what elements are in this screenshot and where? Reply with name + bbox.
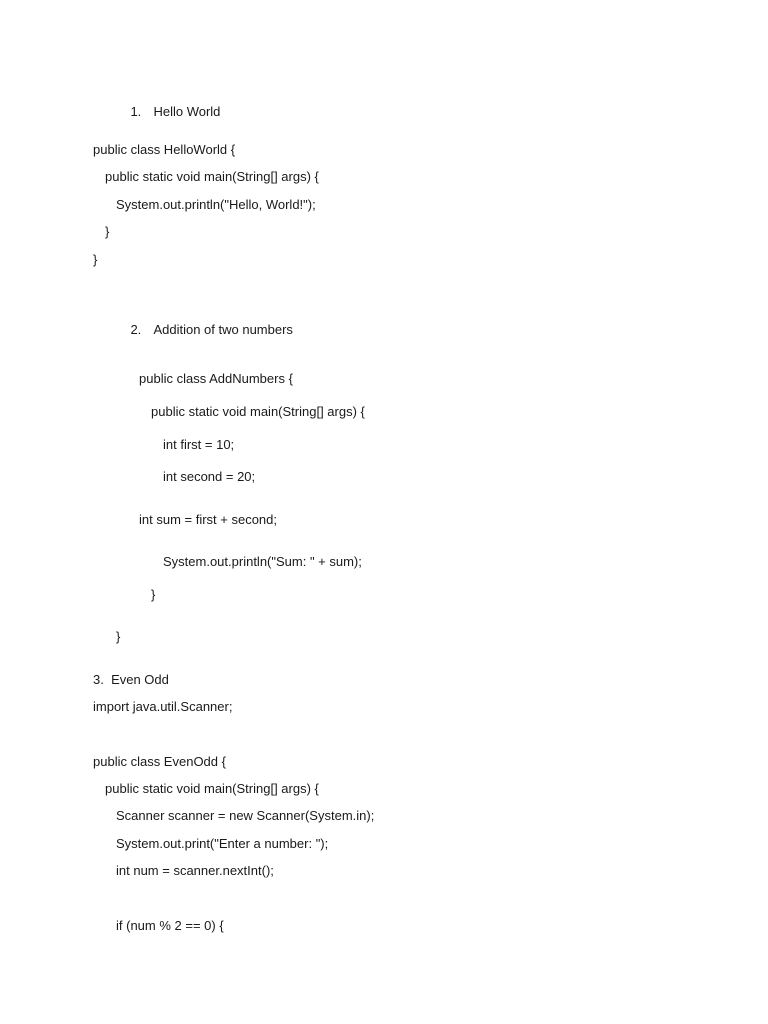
section-1-number: 1. (130, 104, 142, 119)
code-line: if (num % 2 == 0) { (116, 918, 224, 933)
section-2-number: 2. (130, 322, 142, 337)
section-1-heading (116, 88, 221, 119)
code-line: public static void main(String[] args) { (105, 781, 319, 796)
section-3-heading: 3. Even Odd (93, 672, 169, 687)
section-2-title: Addition of two numbers (153, 322, 293, 337)
code-line: public static void main(String[] args) { (105, 169, 319, 184)
code-line: } (116, 629, 121, 644)
code-line: public class AddNumbers { (139, 371, 293, 386)
code-line: System.out.println("Sum: " + sum); (163, 554, 362, 569)
code-line: Scanner scanner = new Scanner(System.in); (116, 808, 375, 823)
code-line: public static void main(String[] args) { (151, 404, 365, 419)
code-line: } (93, 252, 98, 267)
code-line: } (105, 224, 110, 239)
code-line: System.out.println("Hello, World!"); (116, 197, 316, 212)
code-line: import java.util.Scanner; (93, 699, 233, 714)
section-1-title: Hello World (153, 104, 221, 119)
section-2-heading (116, 306, 293, 337)
code-line: } (151, 587, 156, 602)
code-line: int second = 20; (163, 469, 256, 484)
code-line: int sum = first + second; (139, 512, 278, 527)
code-line: public class HelloWorld { (93, 142, 236, 157)
code-line: int first = 10; (163, 437, 235, 452)
code-line: public class EvenOdd { (93, 754, 226, 769)
code-line: int num = scanner.nextInt(); (116, 863, 274, 878)
code-line: System.out.print("Enter a number: "); (116, 836, 329, 851)
